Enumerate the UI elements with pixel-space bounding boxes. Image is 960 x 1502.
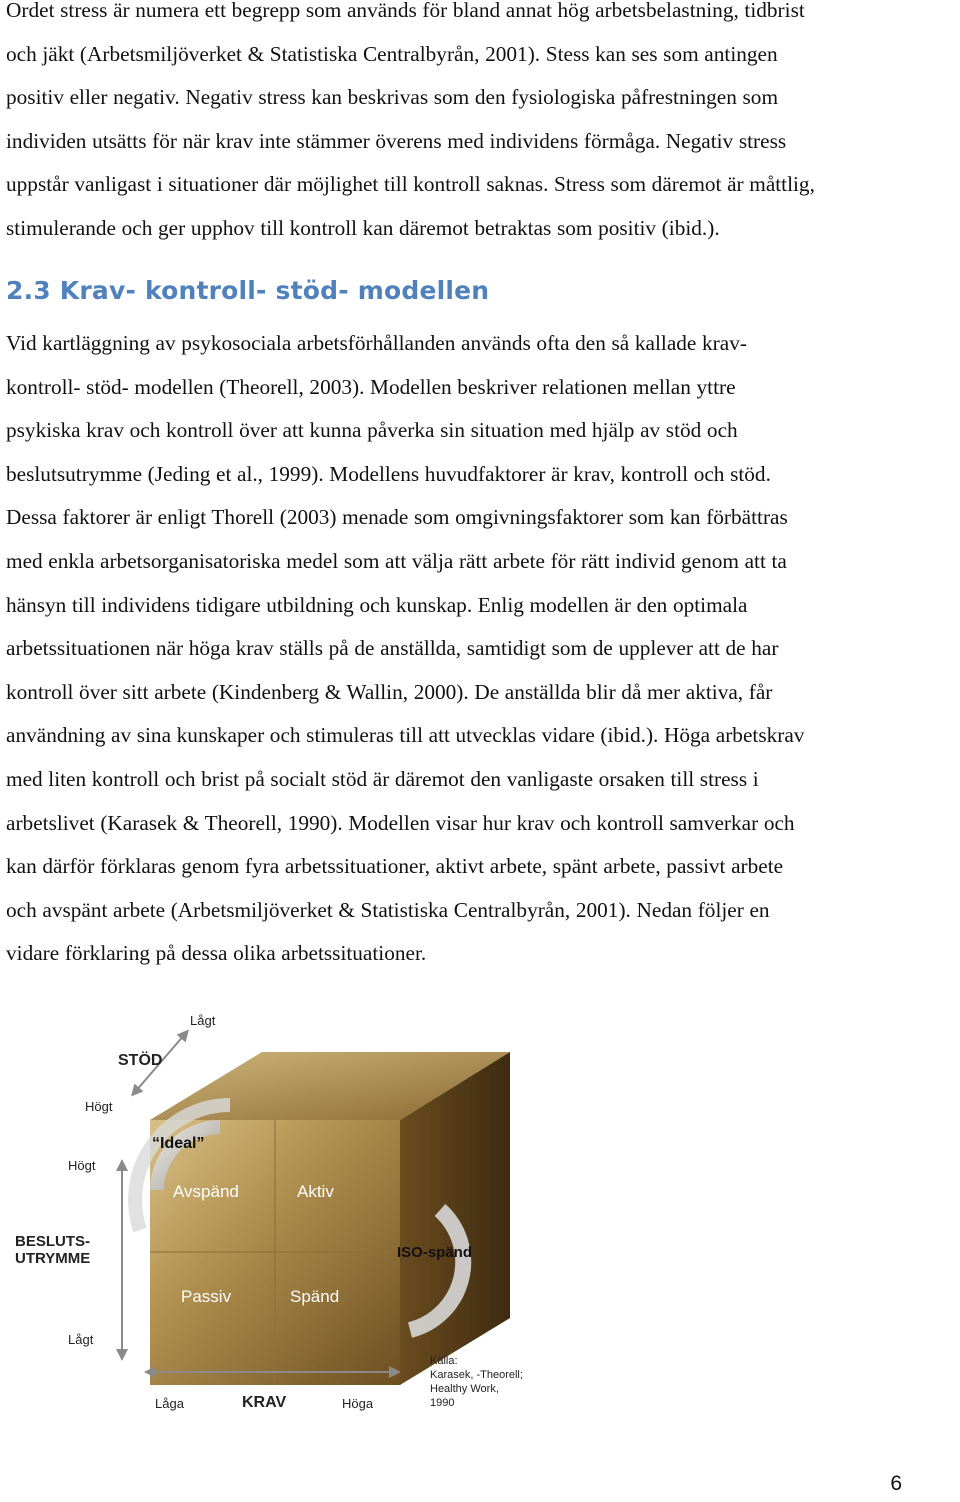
text-line: Vid kartläggning av psykosociala arbetsförhållanden används ofta den så kallade krav- xyxy=(6,331,747,355)
stod-axis-title: STÖD xyxy=(118,1052,163,1069)
krav-high-label: Höga xyxy=(342,1396,374,1411)
text-line: kan därför förklaras genom fyra arbetssituationer, aktivt arbete, spänt arbete, passivt arbete xyxy=(6,854,784,879)
quadrant-spand: Spänd xyxy=(290,1287,340,1306)
text-line: och avspänt arbete (Arbetsmiljöverket & Statistiska Centralbyrån, 2001). Nedan följer en xyxy=(6,897,770,922)
section-heading: 2.3 Krav- kontroll- stöd- modellen xyxy=(6,276,490,305)
besluts-axis-title-line2: UTRYMME xyxy=(15,1250,91,1267)
text-line: stimulerande och ger upphov till kontroll kan däremot betraktas som positiv (ibid.). xyxy=(6,215,720,240)
iso-spand-label: ISO-spänd xyxy=(397,1244,473,1261)
text-line: beslutsutrymme (Jeding et al., 1999). Modellens huvudfaktorer är krav, kontroll och stöd. xyxy=(6,461,771,486)
quadrant-avspand: Avspänd xyxy=(173,1182,239,1201)
quadrant-passiv: Passiv xyxy=(181,1287,232,1306)
text-line: arbetslivet (Karasek & Theorell, 1990). Modellen visar hur krav och kontroll samverkar och xyxy=(6,810,795,835)
text-line: arbetssituationen när höga krav ställs på de anställda, samtidigt som de upplever att de har xyxy=(6,636,779,661)
demand-control-support-diagram xyxy=(0,1000,600,1430)
text-line: Dessa faktorer är enligt Thorell (2003) menade som omgivningsfaktorer som kan förbättras xyxy=(6,505,788,530)
text-line: med liten kontroll och brist på socialt stöd är däremot den vanligaste orsaken till stress i xyxy=(6,766,759,791)
text-line: hänsyn till individens tidigare utbildning och kunskap. Enlig modellen är den optimala xyxy=(6,592,748,617)
besluts-axis-title-line1: BESLUTS- xyxy=(15,1233,90,1250)
text-line: uppstår vanligast i situationer där möjlighet till kontroll saknas. Stress som däremot är måttlig, xyxy=(6,172,815,197)
intro-paragraph xyxy=(6,0,956,251)
stod-low-label: Lågt xyxy=(190,1013,216,1028)
text-line: Ordet stress är numera ett begrepp som används för bland annat hög arbetsbelastning, tidbrist xyxy=(6,0,805,22)
model-paragraph xyxy=(6,322,956,976)
text-line: kontroll över sitt arbete (Kindenberg & Wallin, 2000). De anställda blir då mer aktiva, får xyxy=(6,679,773,704)
ideal-label: “Ideal” xyxy=(152,1135,205,1152)
page-number: 6 xyxy=(890,1472,902,1495)
source-line: Healthy Work, xyxy=(430,1383,499,1395)
text-line: användning av sina kunskaper och stimuleras till att utvecklas vidare (ibid.). Höga arbetskrav xyxy=(6,723,805,748)
text-line: positiv eller negativ. Negativ stress kan beskrivas som den fysiologiska påfrestningen som xyxy=(6,85,779,110)
source-line: Källa: xyxy=(430,1355,458,1367)
besluts-high-label: Högt xyxy=(68,1158,96,1173)
text-line: vidare förklaring på dessa olika arbetssituationer. xyxy=(6,941,427,966)
text-line: kontroll- stöd- modellen (Theorell, 2003). Modellen beskriver relationen mellan yttre xyxy=(6,374,736,399)
krav-low-label: Låga xyxy=(155,1396,184,1411)
text-line: individen utsätts för när krav inte stämmer överens med individens förmåga. Negativ stress xyxy=(6,128,787,153)
stod-high-label: Högt xyxy=(85,1099,113,1114)
text-line: med enkla arbetsorganisatoriska medel som att välja rätt arbete för rätt individ genom att ta xyxy=(6,548,787,573)
source-line: Karasek, -Theorell; xyxy=(430,1369,523,1381)
besluts-low-label: Lågt xyxy=(68,1332,94,1347)
text-line: psykiska krav och kontroll över att kunna påverka sin situation med hjälp av stöd och xyxy=(6,418,738,443)
source-line: 1990 xyxy=(430,1397,455,1409)
krav-axis-title: KRAV xyxy=(242,1394,287,1411)
text-line: och jäkt (Arbetsmiljöverket & Statistiska Centralbyrån, 2001). Stess kan ses som antingen xyxy=(6,41,778,66)
quadrant-aktiv: Aktiv xyxy=(297,1182,334,1201)
